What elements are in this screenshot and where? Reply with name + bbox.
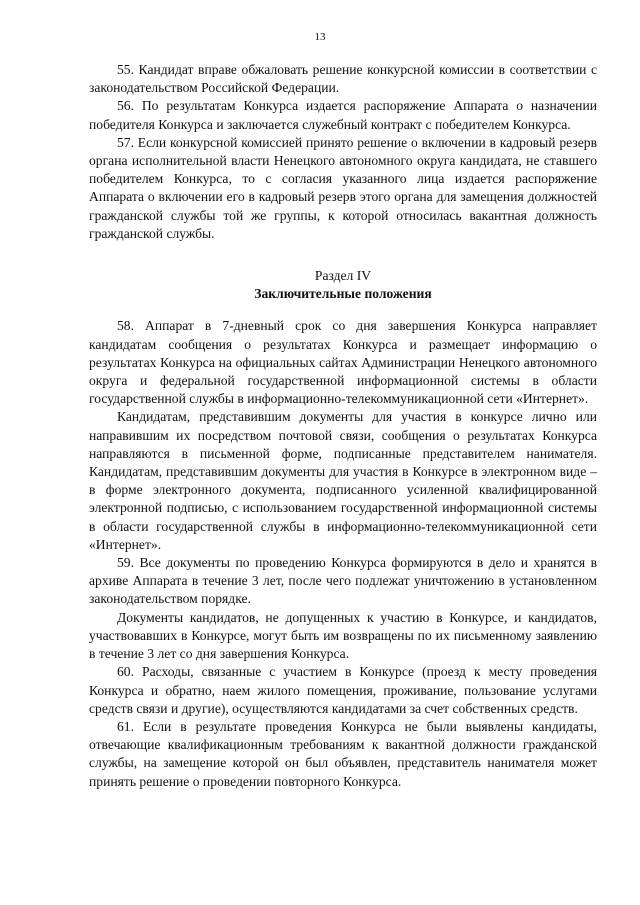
paragraph-55: 55. Кандидат вправе обжаловать решение конкурсной комиссии в соответствии с законодательством Российской Федерации. (89, 62, 597, 96)
paragraph-59-continued: Документы кандидатов, не допущенных к участию в Конкурсе, и кандидатов, участвовавших в Конкурсе, могут быть им возвращены по их письменному заявлению в течение 3 лет со дня завершения Конкурса. (89, 609, 597, 662)
document-body (89, 61, 597, 791)
paragraph-61: 61. Если в результате проведения Конкурса не были выявлены кандидаты, отвечающие квалификационным требованиям к вакантной должности гражданской службы, на замещение которой он был объявлен, представитель нанимателя может принять решение о проведении повторного Конкурса. (89, 718, 597, 789)
paragraph-60: 60. Расходы, связанные с участием в Конкурсе (проезд к месту проведения Конкурса и обратно, наем жилого помещения, проживание, пользование услугами средств связи и другие), осуществляются кандидатами за счет собственных средств. (89, 664, 597, 716)
paragraph-56: 56. По результатам Конкурса издается распоряжение Аппарата о назначении победителя Конкурса и заключается служебный контракт с победителем Конкурса. (89, 98, 597, 132)
paragraph-57: 57. Если конкурсной комиссией принято решение о включении в кадровый резерв органа исполнительной власти Ненецкого автономного округа кандидата, не ставшего победителем Конкурса, то с согласия указанного лица издается распоряжение Аппарата о включении его в кадровый резерв этого органа для замещения должностей гражданской службы той же группы, к которой относилась вакантная должность гражданской службы. (89, 134, 597, 241)
paragraph-58: 58. Аппарат в 7-дневный срок со дня завершения Конкурса направляет кандидатам сообщения о результатах Конкурса и размещает информацию о результатах Конкурса на официальных сайтах Администрации Ненецкого автономного округа и федеральной государственной информационной системы в области государственной службы в информационно-телекоммуникационной сети «Интернет». (89, 318, 597, 407)
section-subtitle: Заключительные положения (254, 286, 432, 302)
paragraph-58-continued: Кандидатам, представившим документы для участия в конкурсе лично или направившим их посредством почтовой связи, сообщения о результатах Конкурса направляются в письменной форме, подписанные представителем нанимателя. Кандидатам, представившим документы для участия в Конкурсе в электронном виде – в форме электронного документа, подписанного усиленной квалифицированной электронной подписью, с использованием государственной информационной системы в области государственной службы в информационно-телекоммуникационной сети «Интернет». (89, 409, 597, 552)
section-title: Раздел IV (314, 268, 372, 284)
page-number: 13 (314, 31, 326, 43)
paragraph-59: 59. Все документы по проведению Конкурса формируются в дело и хранятся в архиве Аппарата в течение 3 лет, после чего подлежат уничтожению в установленном законодательством порядке. (89, 555, 597, 607)
